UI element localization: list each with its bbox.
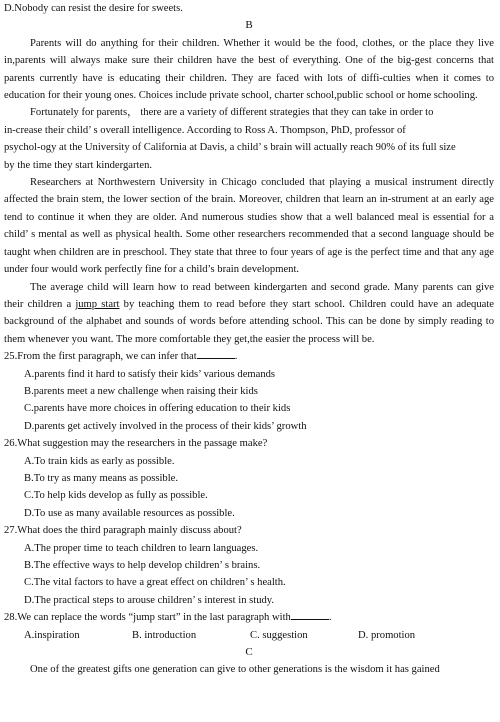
paragraph-4-text-a: The average child will learn how to read between kindergarten and second grade. Many parents can give their children a — [4, 281, 494, 310]
question-25-option-a: A.parents find it hard to satisfy their kids’ various demands — [24, 368, 276, 380]
paragraph-3: Researchers at Northwestern University in Chicago concluded that playing a musical instrument directly affected the brain stem, the lower section of the brain. Moreover, children that learn an in-strument at an early age tend to continue it when they are older. And numerous studies show that a well balanced meal is essential for a child’ s mental as well as physical health. Some other researchers recommended that a second language should be taught when children are in preschool. They state that three to four years of age is the perfect time and that any age under four would work perfectly fine for a child’s brain development. — [4, 177, 494, 276]
paragraph-2-line-1: Fortunately for parents， there are a variety of different strategies that they can take in order to — [30, 107, 434, 119]
question-25-option-b: B.parents meet a new challenge when raising their kids — [24, 385, 258, 397]
question-28-option-a: A.inspiration — [24, 629, 80, 641]
paragraph-2-line-2: in-crease their child’ s overall intelligence. According to Ross A. Thompson, PhD, professor of — [4, 124, 406, 136]
previous-option-d: D.Nobody can resist the desire for sweets. — [4, 3, 183, 14]
question-28: 28.We can replace the words “jump start” in the last paragraph with . — [4, 609, 494, 626]
section-heading-c: C — [245, 646, 253, 659]
question-25-option-c: C.parents have more choices in offering education to their kids — [24, 403, 291, 415]
question-26-option-a: A.To train kids as early as possible. — [24, 455, 175, 467]
question-27: 27.What does the third paragraph mainly discuss about? — [4, 525, 242, 537]
question-27-option-b: B.The effective ways to help develop children’ s brains. — [24, 560, 261, 571]
paragraph-2-line-4: by the time they start kindergarten. — [4, 159, 153, 171]
question-28-option-d: D. promotion — [358, 629, 416, 641]
question-27-option-a: A.The proper time to teach children to learn languages. — [24, 542, 259, 554]
section-heading-b: B — [245, 19, 253, 32]
question-26-option-b: B.To try as many means as possible. — [24, 472, 179, 484]
question-28-option-c: C. suggestion — [250, 629, 308, 641]
jump-start-underlined: jump start — [75, 298, 120, 310]
section-c-first-line: One of the greatest gifts one generation can give to other generations is the wisdom it has gained — [30, 664, 440, 676]
question-27-option-c: C.The vital factors to have a great effect on children’ s health. — [24, 577, 286, 589]
paragraph-4-text-b: by teaching them to read before they start school. Children could have an adequate background of the alphabet and sounds of words before attending school. This can be done by simply reading to them whenever you want. The more comfortable they get,the easier the process will be. — [4, 298, 494, 345]
paragraph-4 — [4, 279, 494, 349]
answer-blank — [197, 348, 235, 359]
paragraph-1: Parents will do anything for their children. Whether it would be the food, clothes, or the place they live in,parents will always make sure their children have the best of everything. One of the big-gest concerns that parents currently have is educating their children. They are faced with lots of diffi-culties when it comes to education for their young ones. Choices include private school, charter school,public school or home schooling. — [4, 37, 494, 102]
question-28-text: 28.We can replace the words “jump start” in the last paragraph with — [4, 612, 291, 624]
question-28-options — [4, 627, 494, 644]
question-26-option-d: D.To use as many available resources as possible. — [24, 507, 235, 519]
question-25-option-d: D.parents get actively involved in the process of their kids’ growth — [24, 420, 307, 432]
question-27-option-d: D.The practical steps to arouse children’ s interest in study. — [24, 594, 275, 606]
question-25: 25.From the first paragraph, we can infer that . — [4, 348, 494, 365]
question-25-text: 25.From the first paragraph, we can infer that — [4, 351, 197, 363]
question-26-option-c: C.To help kids develop as fully as possible. — [24, 490, 208, 502]
paragraph-2-line-3: psychol-ogy at the University of California at Davis, a child’ s brain will actually reach 90% of its full size — [4, 142, 456, 154]
answer-blank — [291, 609, 329, 620]
question-28-option-b: B. introduction — [132, 629, 197, 641]
question-26: 26.What suggestion may the researchers in the passage make? — [4, 438, 268, 450]
